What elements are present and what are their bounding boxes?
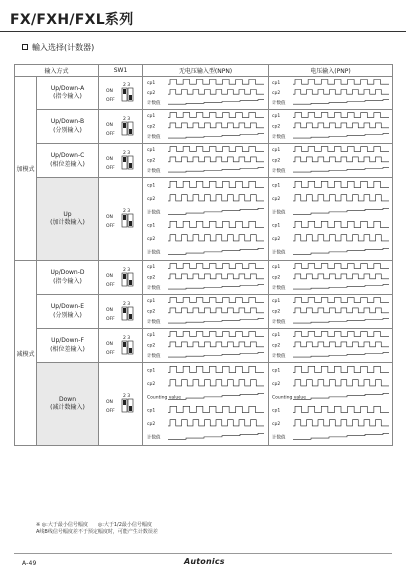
dip-switch-icon <box>106 300 136 322</box>
mode-desc: (分别输入) <box>53 126 82 134</box>
timing-diagram <box>144 329 268 360</box>
svg-text:OFF: OFF <box>105 316 115 322</box>
mode-name: Up/Down-F <box>51 337 84 345</box>
waveform-trace <box>293 366 389 372</box>
pnp-waveform <box>269 295 393 329</box>
signal-label: cp1 <box>272 265 281 271</box>
waveform-trace <box>293 420 389 426</box>
dip-switch-icon <box>106 392 136 414</box>
waveform-trace <box>168 181 264 187</box>
signal-label: 计数值 <box>272 250 286 256</box>
waveform-trace <box>168 274 264 279</box>
waveform-trace <box>168 133 264 138</box>
svg-text:ON: ON <box>105 89 113 94</box>
signal-label: cp2 <box>272 158 281 164</box>
waveform-trace <box>168 157 264 162</box>
svg-text:ON: ON <box>105 341 113 347</box>
mode-label <box>37 295 99 329</box>
waveform-trace <box>168 221 264 227</box>
waveform-trace <box>168 352 264 357</box>
signal-label: 计数值 <box>146 319 161 325</box>
header-sw1: SW1 <box>99 65 143 77</box>
signal-label: cp2 <box>272 309 281 315</box>
waveform-trace <box>168 318 264 323</box>
waveform-trace <box>293 433 389 439</box>
waveform-trace <box>168 284 264 289</box>
page-number: A-49 <box>22 560 37 567</box>
svg-text:OFF: OFF <box>105 165 115 171</box>
footnote-2: A线B线信号幅度差不于预定幅度时，可能产生计数误差 <box>36 529 158 536</box>
signal-label: cp1 <box>272 81 281 86</box>
input-mode-table <box>14 64 393 446</box>
svg-text:2 3: 2 3 <box>122 394 130 399</box>
pnp-waveform <box>269 261 393 295</box>
mode-label <box>37 178 99 261</box>
signal-label: cp2 <box>272 197 281 202</box>
group-label-add: 加模式 <box>15 77 37 261</box>
waveform-trace <box>293 195 389 201</box>
signal-label: cp1 <box>146 333 155 339</box>
page-title: FX/FXH/FXL系列 <box>10 12 134 28</box>
svg-text:ON: ON <box>105 273 113 279</box>
timing-diagram <box>144 295 268 326</box>
waveform-trace <box>293 318 389 323</box>
signal-label: cp2 <box>146 275 155 281</box>
waveform-trace <box>168 147 264 152</box>
waveform-trace <box>293 393 389 399</box>
waveform-trace <box>293 147 389 152</box>
timing-diagram <box>144 261 268 292</box>
signal-label: 计数值 <box>146 353 161 359</box>
svg-text:OFF: OFF <box>105 98 115 103</box>
signal-label: cp2 <box>146 422 155 427</box>
svg-text:2 3: 2 3 <box>122 301 130 307</box>
signal-label: cp2 <box>272 343 281 349</box>
mode-label <box>37 363 99 446</box>
waveform-trace <box>168 167 264 172</box>
signal-label: cp1 <box>272 223 281 229</box>
mode-desc: (减计数输入) <box>50 404 85 411</box>
timing-diagram <box>144 110 268 141</box>
waveform-trace <box>293 332 389 337</box>
signal-label: cp1 <box>272 299 281 305</box>
waveform-trace <box>293 100 389 105</box>
mode-desc: (相位差输入) <box>50 160 85 168</box>
waveform-trace <box>293 221 389 227</box>
signal-label: cp2 <box>146 237 155 242</box>
square-bullet-icon <box>22 44 28 50</box>
signal-label: cp1 <box>146 408 155 414</box>
timing-diagram <box>269 329 393 360</box>
signal-label: 计数值 <box>272 353 286 359</box>
mode-label <box>37 77 99 110</box>
waveform-trace <box>168 195 264 201</box>
waveform-trace <box>168 366 264 372</box>
dip-switch-icon <box>106 266 136 288</box>
waveform-trace <box>168 420 264 426</box>
sw1-setting <box>99 363 143 446</box>
waveform-trace <box>293 264 389 269</box>
dip-switch-icon <box>106 81 136 103</box>
table-row <box>15 178 393 261</box>
table-row <box>15 77 393 110</box>
mode-label <box>37 261 99 295</box>
waveform-trace <box>293 235 389 241</box>
timing-diagram <box>269 110 393 141</box>
footnotes <box>36 522 158 537</box>
waveform-trace <box>293 181 389 187</box>
waveform-trace <box>293 284 389 289</box>
waveform-trace <box>293 380 389 386</box>
signal-label: cp1 <box>272 114 281 120</box>
signal-label: 计数值 <box>272 435 286 441</box>
timing-diagram <box>144 178 268 258</box>
waveform-trace <box>293 208 389 214</box>
npn-waveform <box>143 144 269 178</box>
dip-switch-icon <box>106 115 136 137</box>
mode-name: Up <box>63 210 72 218</box>
npn-waveform <box>143 329 269 363</box>
signal-label: cp1 <box>146 81 155 86</box>
svg-text:2 3: 2 3 <box>122 116 130 122</box>
pnp-waveform <box>269 329 393 363</box>
npn-waveform <box>143 110 269 144</box>
pnp-waveform <box>269 77 393 110</box>
sw1-setting <box>99 178 143 261</box>
signal-label: cp1 <box>146 368 155 374</box>
sw1-setting <box>99 110 143 144</box>
waveform-trace <box>168 393 264 399</box>
table-row <box>15 363 393 446</box>
signal-label: cp2 <box>272 275 281 281</box>
dip-switch-icon <box>106 207 136 229</box>
section-heading <box>22 42 94 53</box>
svg-text:ON: ON <box>105 400 113 405</box>
signal-label: cp2 <box>272 422 281 427</box>
waveform-trace <box>293 406 389 412</box>
header-input-mode: 输入方式 <box>15 65 99 77</box>
waveform-trace <box>168 123 264 128</box>
footer-rule <box>14 553 392 554</box>
signal-label: cp1 <box>272 333 281 339</box>
signal-label: 计数值 <box>146 210 161 216</box>
pnp-waveform <box>269 144 393 178</box>
waveform-trace <box>168 433 264 439</box>
svg-text:OFF: OFF <box>105 131 115 137</box>
table-row <box>15 144 393 178</box>
timing-diagram <box>269 178 393 258</box>
signal-label: 计数值 <box>146 285 161 291</box>
signal-label: 计数值 <box>146 250 161 256</box>
signal-label: 计数值 <box>146 134 161 140</box>
waveform-trace <box>293 308 389 313</box>
waveform-trace <box>293 274 389 279</box>
signal-label: 计数值 <box>146 435 161 441</box>
signal-label: 计数值 <box>272 101 286 106</box>
mode-desc: (加计数输入) <box>50 219 85 226</box>
timing-diagram <box>269 295 393 326</box>
waveform-trace <box>168 264 264 269</box>
timing-diagram <box>144 363 268 443</box>
signal-label: cp1 <box>272 408 281 414</box>
mode-desc: (相位差输入) <box>50 345 85 353</box>
svg-text:2 3: 2 3 <box>122 267 130 273</box>
npn-waveform <box>143 178 269 261</box>
svg-text:OFF: OFF <box>105 409 115 414</box>
waveform-trace <box>293 80 389 85</box>
pnp-waveform <box>269 178 393 261</box>
waveform-trace <box>293 157 389 162</box>
mode-label <box>37 329 99 363</box>
signal-label: cp2 <box>146 382 155 387</box>
signal-label: cp2 <box>146 343 155 349</box>
signal-label: cp2 <box>146 158 155 164</box>
table-row <box>15 261 393 295</box>
waveform-trace <box>168 208 264 214</box>
mode-name: Up/Down-E <box>50 303 85 311</box>
mode-desc: (指令输入) <box>53 93 82 100</box>
waveform-trace <box>293 342 389 347</box>
sw1-setting <box>99 77 143 110</box>
mode-desc: (指令输入) <box>53 277 82 285</box>
title-rule <box>0 31 406 32</box>
pnp-waveform <box>269 363 393 446</box>
waveform-trace <box>168 380 264 386</box>
waveform-trace <box>293 167 389 172</box>
signal-label: cp2 <box>146 309 155 315</box>
mode-label <box>37 110 99 144</box>
sw1-setting <box>99 144 143 178</box>
mode-name: Up/Down-D <box>50 269 85 277</box>
table-row <box>15 329 393 363</box>
mode-name: Down <box>59 395 77 403</box>
timing-diagram <box>269 261 393 292</box>
timing-diagram <box>144 144 268 175</box>
pnp-waveform <box>269 110 393 144</box>
waveform-trace <box>293 298 389 303</box>
timing-diagram <box>269 144 393 175</box>
svg-text:ON: ON <box>105 156 113 162</box>
mode-label <box>37 144 99 178</box>
svg-text:2 3: 2 3 <box>122 150 130 156</box>
waveform-trace <box>293 123 389 128</box>
signal-label: 计数值 <box>272 285 286 291</box>
signal-label: 计数值 <box>272 168 286 174</box>
svg-text:ON: ON <box>105 215 113 220</box>
signal-label: cp2 <box>146 91 155 96</box>
npn-waveform <box>143 363 269 446</box>
signal-label: 计数值 <box>146 101 161 106</box>
signal-label: cp2 <box>146 197 155 202</box>
timing-diagram <box>144 77 268 107</box>
signal-label: cp2 <box>272 91 281 96</box>
timing-diagram <box>269 77 393 107</box>
table-row <box>15 110 393 144</box>
signal-label: Counting value <box>272 395 307 401</box>
waveform-trace <box>293 90 389 95</box>
waveform-trace <box>168 235 264 241</box>
signal-label: 计数值 <box>272 319 286 325</box>
header-pnp: 电压输入(PNP) <box>269 65 393 77</box>
signal-label: cp1 <box>146 114 155 120</box>
dip-switch-icon <box>106 149 136 171</box>
waveform-trace <box>168 90 264 95</box>
header-npn: 无电压输入型(NPN) <box>143 65 269 77</box>
waveform-trace <box>168 308 264 313</box>
waveform-trace <box>168 100 264 105</box>
waveform-trace <box>293 248 389 254</box>
waveform-trace <box>168 248 264 254</box>
waveform-trace <box>293 113 389 118</box>
svg-text:ON: ON <box>105 122 113 128</box>
waveform-trace <box>168 342 264 347</box>
svg-text:2 3: 2 3 <box>122 83 130 88</box>
signal-label: 计数值 <box>272 210 286 216</box>
mode-name: Up/Down-A <box>50 84 85 92</box>
signal-label: cp1 <box>146 299 155 305</box>
signal-label: cp1 <box>146 265 155 271</box>
signal-label: cp2 <box>272 124 281 130</box>
svg-text:2 3: 2 3 <box>122 335 130 341</box>
waveform-trace <box>168 298 264 303</box>
npn-waveform <box>143 261 269 295</box>
svg-text:ON: ON <box>105 307 113 313</box>
signal-label: cp2 <box>146 124 155 130</box>
mode-desc: (分别输入) <box>53 311 82 319</box>
table-row <box>15 295 393 329</box>
signal-label: Counting value <box>146 395 181 401</box>
sw1-setting <box>99 295 143 329</box>
signal-label: cp1 <box>146 148 155 154</box>
section-label: 輸入选择(计数器) <box>32 43 95 52</box>
waveform-trace <box>293 352 389 357</box>
mode-name: Up/Down-B <box>50 118 85 126</box>
signal-label: cp1 <box>146 223 155 229</box>
signal-label: cp1 <box>272 183 281 189</box>
group-label-sub: 减模式 <box>15 261 37 446</box>
timing-diagram <box>269 363 393 443</box>
waveform-trace <box>168 113 264 118</box>
signal-label: cp1 <box>272 148 281 154</box>
svg-text:2 3: 2 3 <box>122 209 130 214</box>
svg-text:OFF: OFF <box>105 350 115 356</box>
svg-text:OFF: OFF <box>105 224 115 229</box>
waveform-trace <box>168 80 264 85</box>
signal-label: 计数值 <box>272 134 286 140</box>
waveform-trace <box>293 133 389 138</box>
npn-waveform <box>143 295 269 329</box>
waveform-trace <box>168 332 264 337</box>
dip-switch-icon <box>106 334 136 356</box>
svg-text:OFF: OFF <box>105 282 115 288</box>
signal-label: cp1 <box>272 368 281 374</box>
signal-label: cp2 <box>272 237 281 242</box>
npn-waveform <box>143 77 269 110</box>
waveform-trace <box>168 406 264 412</box>
signal-label: cp2 <box>272 382 281 387</box>
signal-label: cp1 <box>146 183 155 189</box>
sw1-setting <box>99 329 143 363</box>
mode-name: Up/Down-C <box>50 152 85 160</box>
signal-label: 计数值 <box>146 168 161 174</box>
brand-logo: Autonics <box>184 557 225 566</box>
footnote-1: ※ ◎:大于最小信号幅度 ◎:大于1/2最小信号幅度 <box>36 522 152 528</box>
sw1-setting <box>99 261 143 295</box>
